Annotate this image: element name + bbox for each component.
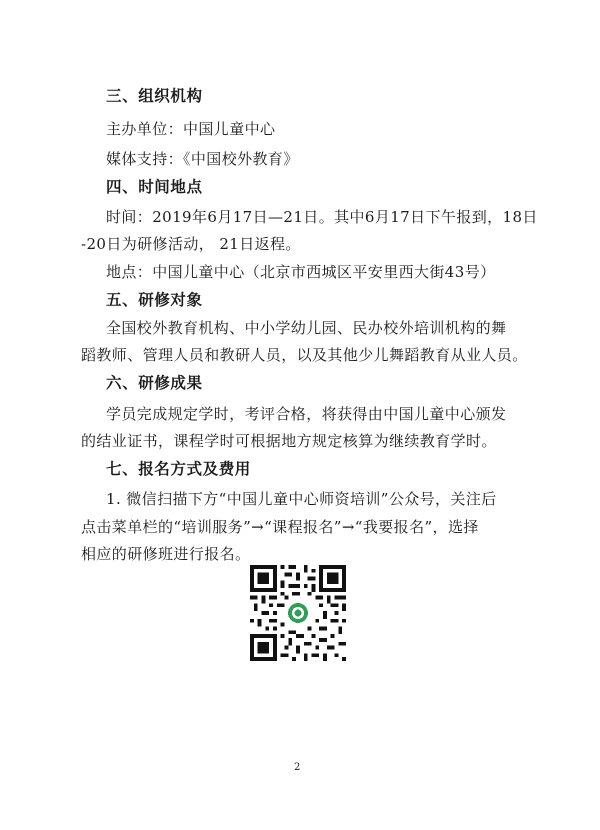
section-heading-registration: 七、报名方式及费用 (106, 460, 251, 478)
participants-line-2: 蹈教师、管理人员和教研人员，以及其他少儿舞蹈教育从业人员。 (81, 346, 528, 364)
section-heading-time-place: 四、时间地点 (106, 178, 203, 196)
time-line-2: -20日为研修活动， 21日返程。 (81, 235, 301, 253)
registration-line-1: 1. 微信扫描下方“中国儿童中心师资培训”公众号，关注后 (106, 490, 497, 508)
outcomes-line-2: 的结业证书，课程学时可根据地方规定核算为继续教育学时。 (81, 432, 497, 450)
participants-line-1: 全国校外教育机构、中小学幼儿园、民办校外培训机构的舞 (106, 319, 507, 337)
section-heading-participants: 五、研修对象 (106, 291, 203, 309)
registration-line-3: 相应的研修班进行报名。 (81, 545, 251, 563)
place-line: 地点：中国儿童中心（北京市西城区平安里西大街43号） (106, 263, 496, 281)
qr-code-icon[interactable] (250, 565, 346, 661)
media-support-line: 媒体支持：《中国校外教育》 (106, 150, 299, 168)
registration-line-2: 点击菜单栏的“培训服务”→“课程报名”→“我要报名”，选择 (81, 518, 479, 536)
time-line-1: 时间：2019年6月17日—21日。其中6月17日下午报到，18日 (106, 208, 538, 226)
section-heading-outcomes: 六、研修成果 (106, 374, 203, 392)
page-number: 2 (294, 762, 301, 773)
outcomes-line-1: 学员完成规定学时，考评合格，将获得由中国儿童中心颁发 (106, 405, 507, 423)
organizer-line: 主办单位：中国儿童中心 (106, 120, 276, 138)
section-heading-organization: 三、组织机构 (106, 87, 203, 105)
